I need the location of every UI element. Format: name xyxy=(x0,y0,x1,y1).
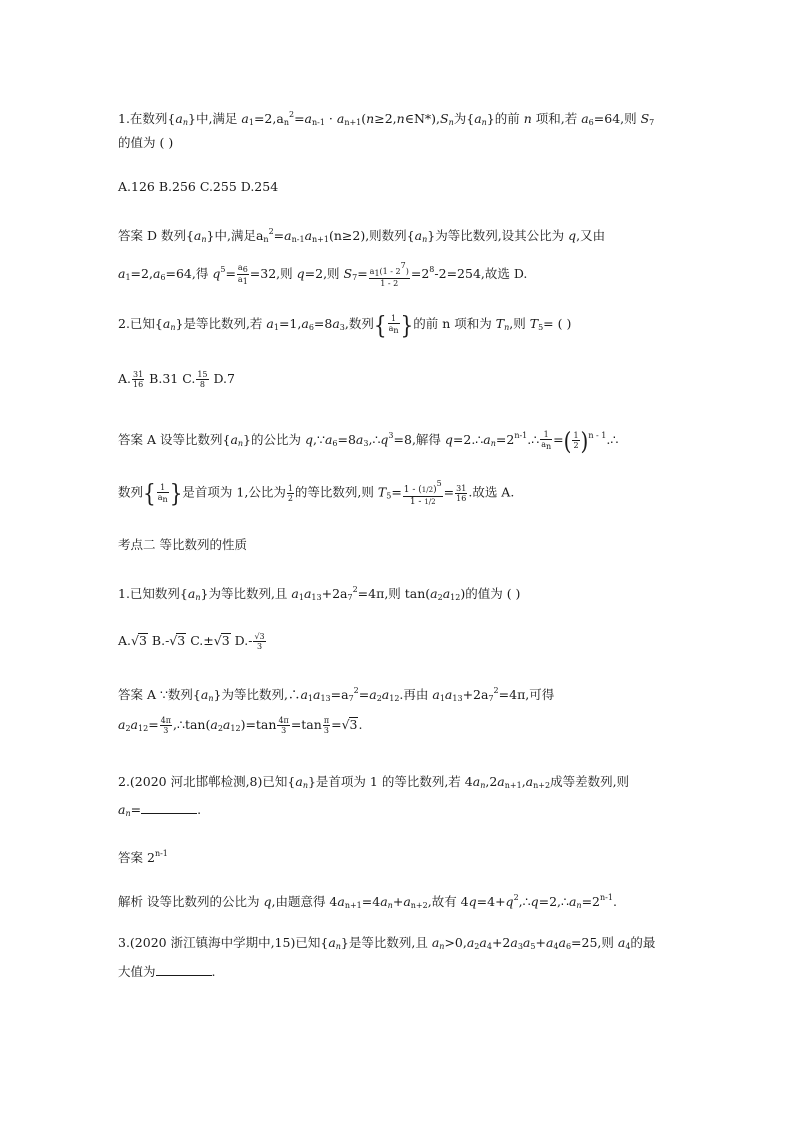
s1-answer-line-1: 答案 A ∵数列$\{a_n\}$为等比数列$,\therefore a_1a_{13}=a_7^2=a_2a_{12}$.再由 $a_1a_{13}+2a_7^2=4\pi$,可得 xyxy=(118,686,555,703)
q1-options: A.126 B.256 C.255 D.254 xyxy=(118,179,279,194)
q1-answer-line-2: $a_1=2,a_6=64$,得 $q^5=$ $\frac{a_6}{a_1}$ =32,则 q=2,则 $S_7=$ $\frac{a_1(1 - 2^7)}{1 - 2}$ $=2^8-2=254$,故选 D. xyxy=(118,261,528,288)
s2-line-2: $a_n=$ . xyxy=(118,802,202,818)
q2-answer-line-1: 答案 A 设等比数列$\{a_n\}$的公比为 $q,\because a_6=8a_3,\therefore q^3=8$,解得 $q=2.\therefore a_n=2^{n-1}.\therefore$ $\frac{1}{a_n}$ =( $\frac{1}{2}$ )$^{n - 1}$.∴ xyxy=(118,426,619,455)
s1-answer-line-2: $a_2a_{12}=$ $\frac{4\pi}{3}$ $,\therefore\tan(a_2a_{12})=\tan$ $\frac{4\pi}{3}$ =tan $\frac{\pi}{3}$ =√3. xyxy=(118,716,363,735)
s2-line-1: 2.(2020 河北邯郸检测,8)已知$\{a_n\}$是首项为 1 的等比数列,若 $4a_n,2a_{n+1},a_{n+2}$成等差数列,则 xyxy=(118,774,630,790)
q2-line-1: 2.已知$\{a_n\}$是等比数列,若 $a_1=1,a_6=8a_3$,数列{ $\frac{1}{a_n}$ }的前 n 项和为 $T_n$,则 $T_5=$ ( ) xyxy=(118,310,572,339)
q1-line-2: 的值为 ( ) xyxy=(118,135,174,150)
q2-options: A. $\frac{31}{16}$ B.31 C. $\frac{15}{8}$ D.7 xyxy=(118,370,235,389)
q2-answer-line-2: 数列{ $\frac{1}{a_n}$ }是首项为 1,公比为 $\frac{1}{2}$ 的等比数列,则 $T_5=$ $\frac{1 - (1/2)^5}{1 - 1/2}$ = $\frac{31}{16}$ .故选 A. xyxy=(118,478,515,508)
s2-analysis: 解析 设等比数列的公比为 q,由题意得 $4a_{n+1}=4a_n+a_{n+2}$,故有 $4q=4+q^2,\therefore q=2,\therefore a_n=2^{n-1}$. xyxy=(118,893,617,910)
answer-blank[interactable] xyxy=(141,801,197,814)
q1-answer-line-1: 答案 D 数列$\{a_n\}$中,满足$a_n^2=a_{n-1}a_{n+1}(n\ge 2)$,则数列$\{a_n\}$为等比数列,设其公比为 q,又由 xyxy=(118,227,606,244)
answer-blank[interactable] xyxy=(156,963,212,976)
section-title: 考点二 等比数列的性质 xyxy=(118,537,247,552)
q1-line-1: 1.在数列$\{a_n\}$中,满足 $a_1=2,a_n^2=a_{n-1}$ · $a_{n+1}(n\ge 2,n\in N*),S_n$为$\{a_n\}$的前 n 项和,若 $a_6=64$,则 $S_7$ xyxy=(118,110,655,127)
s1-options: A.√3 B.-√3 C.±√3 D.- $\frac{√3}{3}$ xyxy=(118,632,265,651)
s3-line-2: 大值为 . xyxy=(118,964,216,979)
s1-line-1: 1.已知数列$\{a_n\}$为等比数列,且 $a_1a_{13}+2a_7^2=4\pi$,则 $\tan(a_2a_{12})$的值为 ( ) xyxy=(118,585,521,602)
s3-line-1: 3.(2020 浙江镇海中学期中,15)已知$\{a_n\}$是等比数列,且 $a_n>0,a_2a_4+2a_3a_5+a_4a_6=25$,则 $a_4$的最 xyxy=(118,935,656,951)
s2-answer: 答案 2$^{n-1}$ xyxy=(118,849,168,865)
